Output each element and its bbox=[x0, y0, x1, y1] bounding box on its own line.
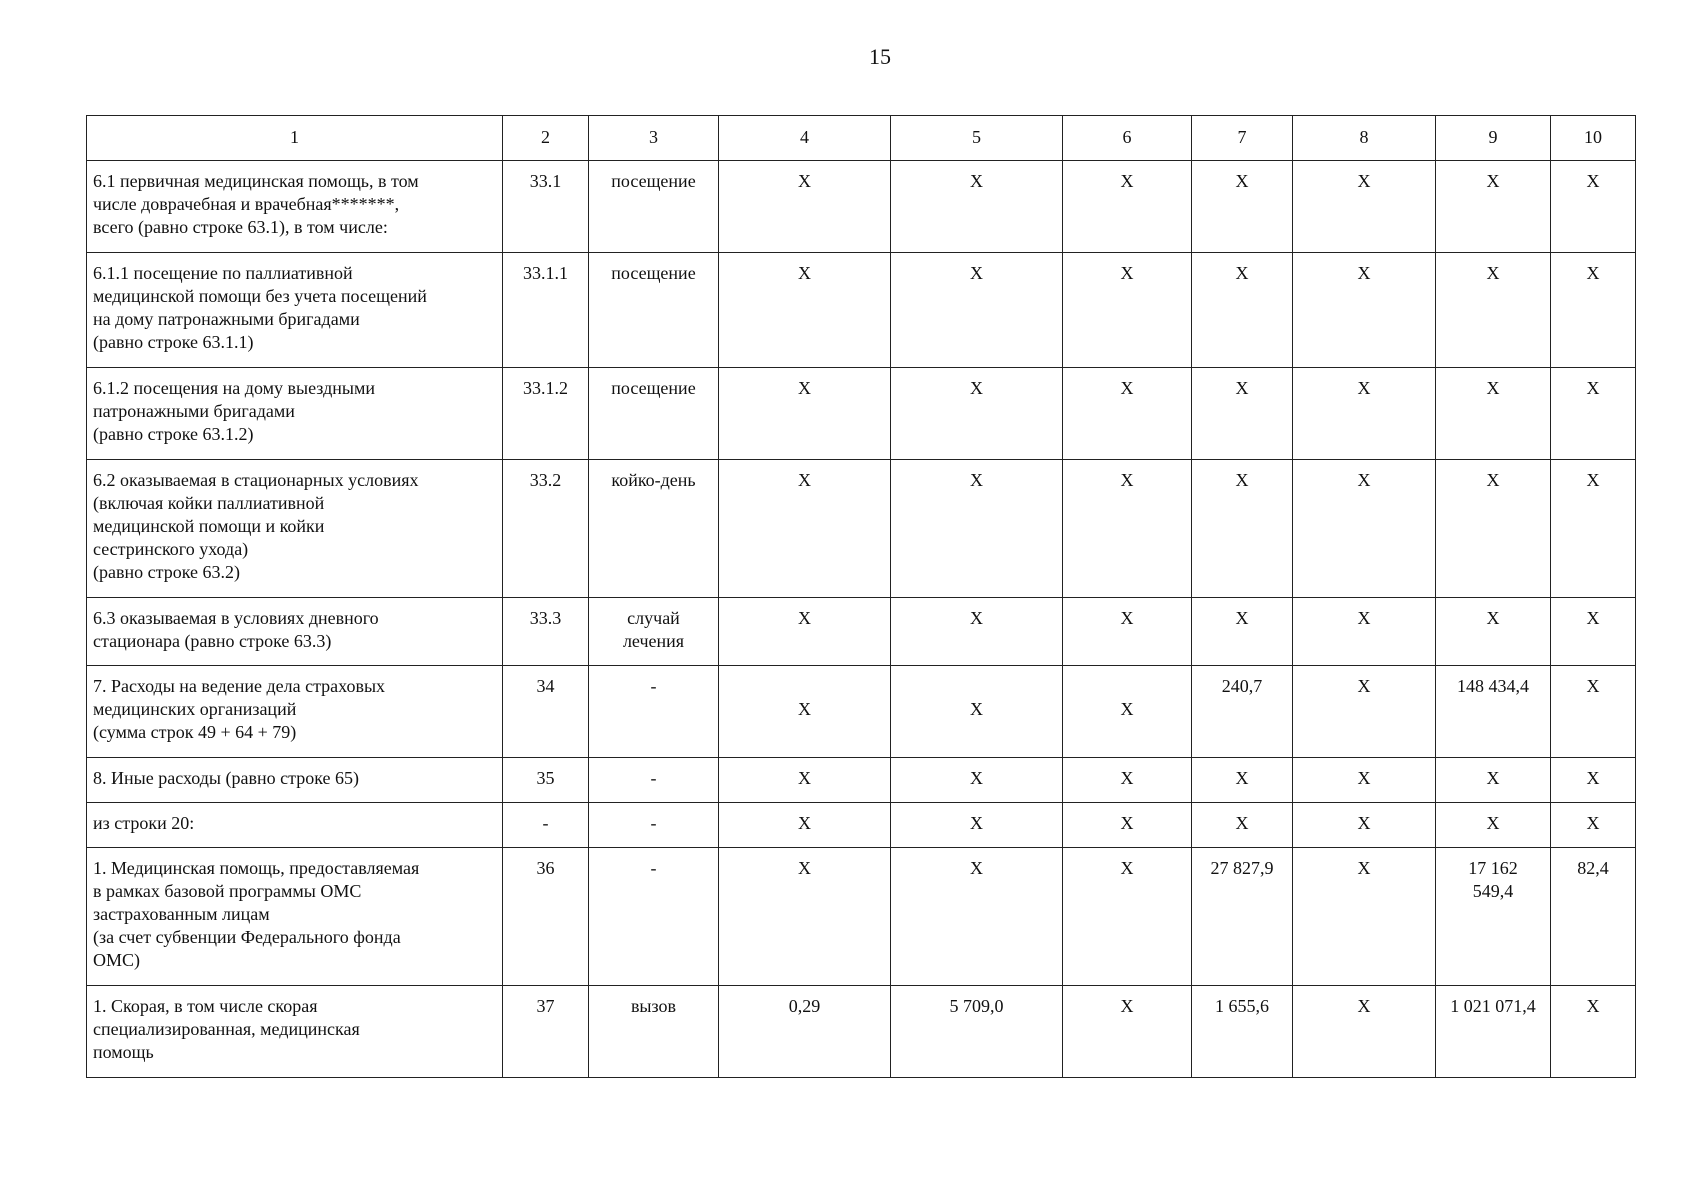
table-cell: X bbox=[891, 666, 1063, 758]
table-cell: X bbox=[891, 253, 1063, 368]
table-cell: X bbox=[1293, 598, 1436, 666]
table-cell: X bbox=[1551, 803, 1636, 848]
table-row bbox=[87, 758, 1636, 803]
table-row bbox=[87, 161, 1636, 253]
row-name-cell: 6.1 первичная медицинская помощь, в том числе доврачебная и врачебная*******, всего (равно строке 63.1), в том числе: bbox=[87, 161, 503, 253]
row-code-cell: 37 bbox=[503, 986, 589, 1078]
table-row bbox=[87, 803, 1636, 848]
column-header: 2 bbox=[503, 116, 589, 161]
table-cell: 17 162 549,4 bbox=[1436, 848, 1551, 986]
table-cell: X bbox=[1551, 253, 1636, 368]
column-header: 7 bbox=[1192, 116, 1293, 161]
table-cell: X bbox=[1436, 253, 1551, 368]
table-cell: X bbox=[1063, 986, 1192, 1078]
table-cell: X bbox=[891, 803, 1063, 848]
table-cell: X bbox=[891, 460, 1063, 598]
row-unit-cell: койко-день bbox=[589, 460, 719, 598]
table-cell: X bbox=[1063, 161, 1192, 253]
table-cell: 82,4 bbox=[1551, 848, 1636, 986]
table-cell: X bbox=[891, 368, 1063, 460]
table-header-row bbox=[87, 116, 1636, 161]
table-cell: X bbox=[1293, 758, 1436, 803]
row-unit-cell: посещение bbox=[589, 161, 719, 253]
table-cell: X bbox=[1436, 598, 1551, 666]
column-header: 5 bbox=[891, 116, 1063, 161]
table-cell: X bbox=[1293, 368, 1436, 460]
table-cell: X bbox=[1436, 368, 1551, 460]
table-cell: X bbox=[719, 848, 891, 986]
row-code-cell: 35 bbox=[503, 758, 589, 803]
table-cell: 1 655,6 bbox=[1192, 986, 1293, 1078]
table-cell: X bbox=[1551, 598, 1636, 666]
table-cell: X bbox=[1192, 758, 1293, 803]
table-row bbox=[87, 666, 1636, 758]
table-cell: X bbox=[891, 848, 1063, 986]
table-cell: X bbox=[1192, 368, 1293, 460]
table-cell: X bbox=[1063, 460, 1192, 598]
row-unit-cell: вызов bbox=[589, 986, 719, 1078]
table-cell: 0,29 bbox=[719, 986, 891, 1078]
table-cell: X bbox=[1551, 758, 1636, 803]
table-cell: X bbox=[1293, 986, 1436, 1078]
table-cell: X bbox=[1436, 803, 1551, 848]
page-number: 15 bbox=[869, 44, 891, 69]
column-header: 3 bbox=[589, 116, 719, 161]
column-header: 6 bbox=[1063, 116, 1192, 161]
table-cell: X bbox=[719, 460, 891, 598]
table-cell: X bbox=[1063, 666, 1192, 758]
table-row bbox=[87, 253, 1636, 368]
table-cell: 148 434,4 bbox=[1436, 666, 1551, 758]
table-cell: X bbox=[719, 666, 891, 758]
table-cell: X bbox=[1293, 253, 1436, 368]
table-cell: 27 827,9 bbox=[1192, 848, 1293, 986]
table-cell: X bbox=[1293, 460, 1436, 598]
table-cell: X bbox=[891, 598, 1063, 666]
row-code-cell: - bbox=[503, 803, 589, 848]
table-cell: X bbox=[1436, 161, 1551, 253]
row-name-cell: 6.1.2 посещения на дому выездными патронажными бригадами (равно строке 63.1.2) bbox=[87, 368, 503, 460]
table-cell: X bbox=[891, 758, 1063, 803]
row-code-cell: 33.1 bbox=[503, 161, 589, 253]
table-row bbox=[87, 460, 1636, 598]
table-row bbox=[87, 598, 1636, 666]
row-name-cell: 6.3 оказываемая в условиях дневного стационара (равно строке 63.3) bbox=[87, 598, 503, 666]
table-cell: X bbox=[1293, 161, 1436, 253]
data-table bbox=[86, 115, 1636, 1078]
table-cell: 5 709,0 bbox=[891, 986, 1063, 1078]
table-cell: X bbox=[1192, 598, 1293, 666]
row-name-cell: 6.2 оказываемая в стационарных условиях (включая койки паллиативной медицинской помощи и койки сестринского ухода) (равно строке 63.2) bbox=[87, 460, 503, 598]
table-cell: X bbox=[1293, 666, 1436, 758]
table-cell: X bbox=[1192, 253, 1293, 368]
row-name-cell: из строки 20: bbox=[87, 803, 503, 848]
table-cell: X bbox=[1063, 598, 1192, 666]
table-cell: X bbox=[1192, 161, 1293, 253]
row-code-cell: 33.1.1 bbox=[503, 253, 589, 368]
table-cell: X bbox=[1293, 848, 1436, 986]
table-cell: X bbox=[1063, 803, 1192, 848]
row-unit-cell: случай лечения bbox=[589, 598, 719, 666]
table-cell: X bbox=[1063, 253, 1192, 368]
table-cell: X bbox=[1551, 666, 1636, 758]
table-cell: X bbox=[1551, 368, 1636, 460]
table-cell: X bbox=[719, 598, 891, 666]
row-code-cell: 33.3 bbox=[503, 598, 589, 666]
table-cell: X bbox=[1063, 848, 1192, 986]
row-name-cell: 8. Иные расходы (равно строке 65) bbox=[87, 758, 503, 803]
column-header: 9 bbox=[1436, 116, 1551, 161]
table-cell: X bbox=[1551, 986, 1636, 1078]
row-unit-cell: посещение bbox=[589, 253, 719, 368]
row-unit-cell: - bbox=[589, 758, 719, 803]
table-cell: X bbox=[719, 368, 891, 460]
row-code-cell: 34 bbox=[503, 666, 589, 758]
table-cell: 1 021 071,4 bbox=[1436, 986, 1551, 1078]
row-name-cell: 1. Медицинская помощь, предоставляемая в рамках базовой программы ОМС застрахованным лицам (за счет субвенции Федерального фонда ОМС) bbox=[87, 848, 503, 986]
column-header: 8 bbox=[1293, 116, 1436, 161]
table-cell: X bbox=[1192, 803, 1293, 848]
row-unit-cell: - bbox=[589, 848, 719, 986]
row-name-cell: 6.1.1 посещение по паллиативной медицинской помощи без учета посещений на дому патронажными бригадами (равно строке 63.1.1) bbox=[87, 253, 503, 368]
row-unit-cell: посещение bbox=[589, 368, 719, 460]
table-cell: X bbox=[1192, 460, 1293, 598]
row-code-cell: 33.2 bbox=[503, 460, 589, 598]
table-cell: X bbox=[1436, 460, 1551, 598]
table-cell: 240,7 bbox=[1192, 666, 1293, 758]
table-cell: X bbox=[1551, 460, 1636, 598]
table-cell: X bbox=[1436, 758, 1551, 803]
row-code-cell: 36 bbox=[503, 848, 589, 986]
table-row bbox=[87, 368, 1636, 460]
table-row bbox=[87, 848, 1636, 986]
table-cell: X bbox=[1551, 161, 1636, 253]
table-cell: X bbox=[1293, 803, 1436, 848]
row-unit-cell: - bbox=[589, 666, 719, 758]
row-code-cell: 33.1.2 bbox=[503, 368, 589, 460]
table-cell: X bbox=[719, 803, 891, 848]
table-cell: X bbox=[719, 253, 891, 368]
column-header: 1 bbox=[87, 116, 503, 161]
table-row bbox=[87, 986, 1636, 1078]
table-cell: X bbox=[1063, 758, 1192, 803]
row-unit-cell: - bbox=[589, 803, 719, 848]
column-header: 4 bbox=[719, 116, 891, 161]
table-cell: X bbox=[719, 758, 891, 803]
row-name-cell: 7. Расходы на ведение дела страховых медицинских организаций (сумма строк 49 + 64 + 79) bbox=[87, 666, 503, 758]
table-cell: X bbox=[1063, 368, 1192, 460]
row-name-cell: 1. Скорая, в том числе скорая специализированная, медицинская помощь bbox=[87, 986, 503, 1078]
table-cell: X bbox=[891, 161, 1063, 253]
table-cell: X bbox=[719, 161, 891, 253]
column-header: 10 bbox=[1551, 116, 1636, 161]
